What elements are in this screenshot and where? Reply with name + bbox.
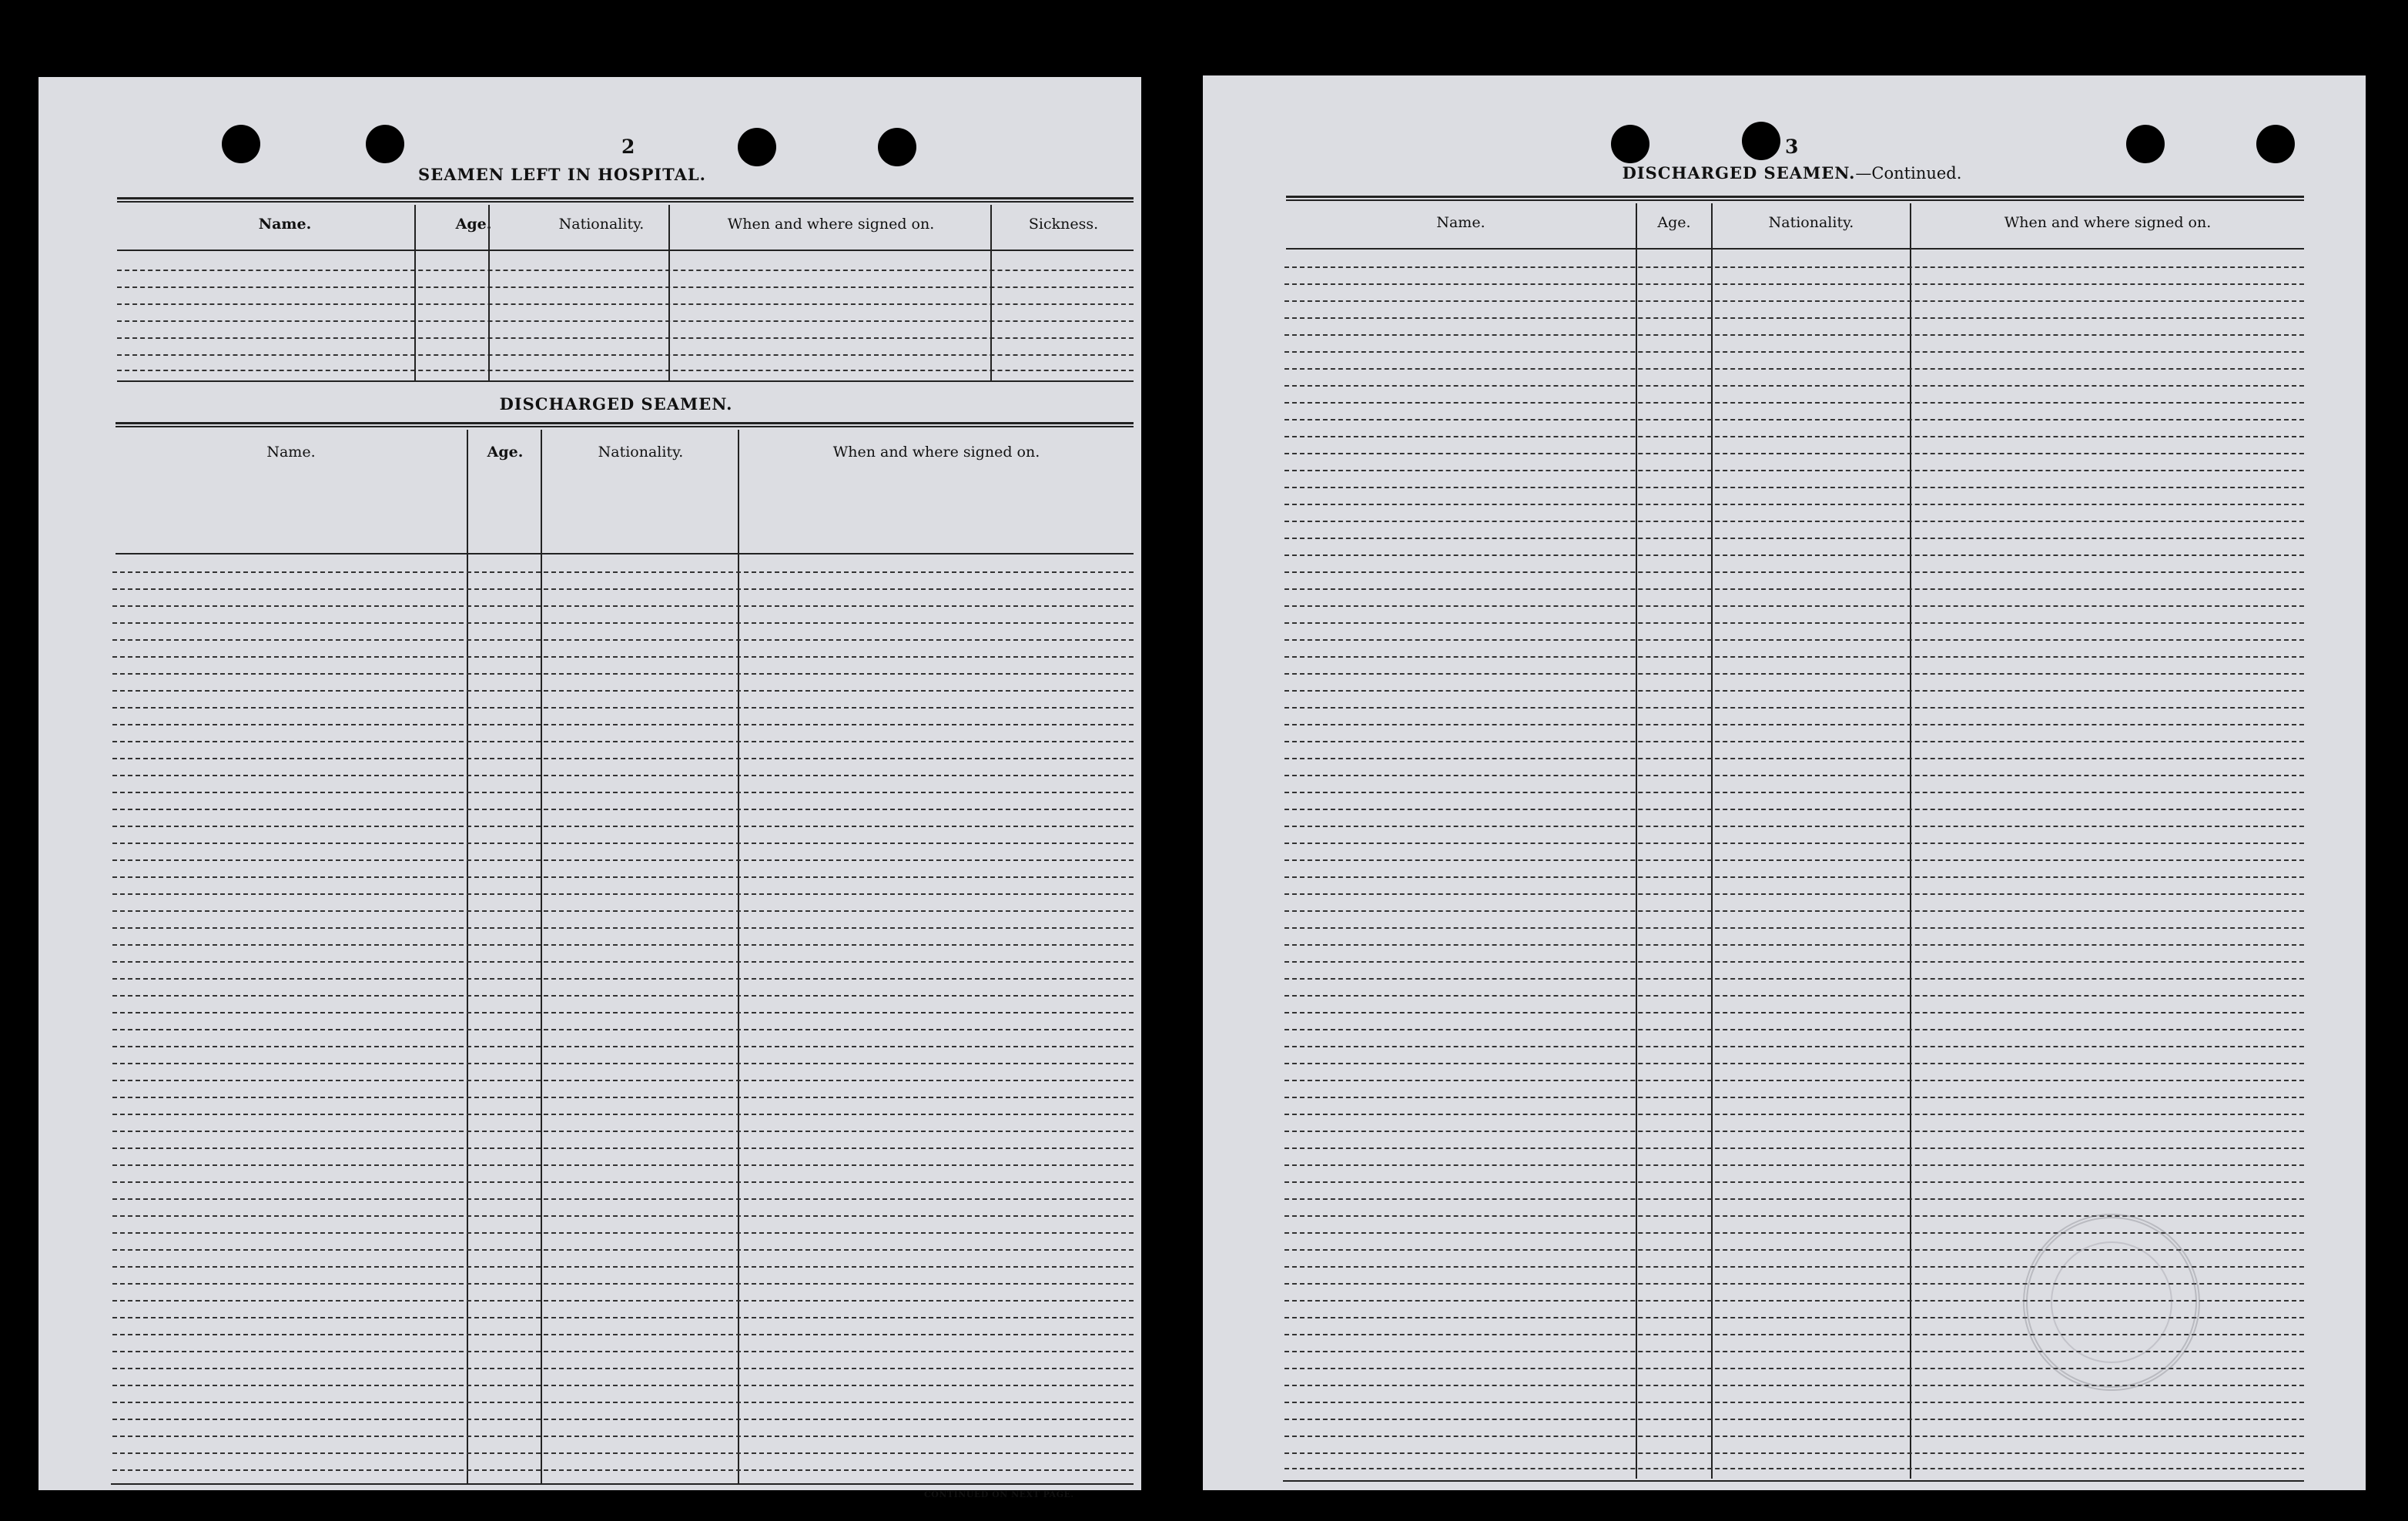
table-row	[112, 1249, 1134, 1251]
table-row	[112, 995, 1134, 997]
table-row	[1284, 1097, 2304, 1098]
table-row	[1284, 961, 2304, 963]
table-row	[1284, 758, 2304, 759]
table-row	[112, 758, 1134, 759]
table-row	[117, 370, 1134, 371]
column-header-nationality: Nationality.	[1768, 214, 1854, 231]
table-row	[1284, 724, 2304, 725]
section-title-suffix: —Continued.	[1855, 164, 1962, 183]
table-row	[112, 1097, 1134, 1098]
table-row	[112, 1131, 1134, 1132]
table-row	[112, 1164, 1134, 1166]
table-row	[1284, 1131, 2304, 1132]
table-row	[1284, 622, 2304, 624]
table-bottom-rule	[1283, 1480, 2304, 1482]
table-row	[112, 639, 1134, 641]
table-row	[112, 571, 1134, 573]
table-row	[1284, 368, 2304, 370]
right-page	[1203, 75, 2366, 1490]
table-row	[112, 673, 1134, 675]
stamp-inner-ring	[2051, 1241, 2172, 1363]
table-row	[1284, 1419, 2304, 1420]
table-row	[112, 1012, 1134, 1013]
table-row	[112, 724, 1134, 725]
table-row	[1284, 707, 2304, 709]
faded-stamp-seal	[2023, 1214, 2200, 1391]
table-row	[1284, 1181, 2304, 1183]
table-row	[112, 690, 1134, 692]
punch-hole	[222, 125, 260, 163]
column-header-age: Age.	[487, 444, 524, 461]
column-divider	[668, 205, 670, 380]
table-row	[112, 1452, 1134, 1454]
table-row	[112, 826, 1134, 827]
table-row	[1284, 978, 2304, 980]
table-row	[112, 1046, 1134, 1047]
table-row	[1284, 1012, 2304, 1013]
hospital-section-title: SEAMEN LEFT IN HOSPITAL.	[418, 165, 706, 184]
column-divider	[414, 205, 416, 380]
table-row	[1284, 538, 2304, 539]
table-row	[117, 320, 1134, 322]
table-row	[1284, 826, 2304, 827]
table-row	[112, 843, 1134, 844]
table-row	[112, 1114, 1134, 1115]
table-row	[1284, 283, 2304, 285]
table-row	[1284, 588, 2304, 590]
table-row	[112, 1198, 1134, 1200]
table-row	[112, 1266, 1134, 1268]
header-rule	[1286, 248, 2304, 250]
punch-hole	[366, 125, 404, 163]
table-row	[112, 944, 1134, 946]
table-row	[112, 1385, 1134, 1386]
table-row	[1284, 843, 2304, 844]
table-row	[117, 303, 1134, 305]
column-header-when-where: When and where signed on.	[2004, 214, 2212, 231]
table-row	[112, 1215, 1134, 1217]
table-row	[1284, 1063, 2304, 1064]
table-row	[112, 741, 1134, 742]
table-row	[1284, 436, 2304, 437]
table-row	[1284, 910, 2304, 912]
table-row	[1284, 521, 2304, 522]
punch-hole	[878, 128, 916, 166]
punch-hole	[1611, 125, 1649, 163]
column-header-sickness: Sickness.	[1028, 216, 1099, 233]
table-row	[1284, 1402, 2304, 1403]
table-row	[1284, 893, 2304, 895]
header-rule	[117, 250, 1134, 251]
punch-hole	[738, 128, 776, 166]
table-row	[1284, 876, 2304, 878]
table-row	[1284, 453, 2304, 454]
double-rule	[1286, 196, 2304, 201]
table-row	[112, 1368, 1134, 1369]
table-row	[1284, 266, 2304, 268]
table-row	[112, 1334, 1134, 1335]
table-row	[117, 354, 1134, 356]
table-row	[112, 1300, 1134, 1302]
table-row	[1284, 809, 2304, 810]
table-row	[1284, 504, 2304, 505]
table-row	[1284, 775, 2304, 776]
table-row	[1284, 927, 2304, 929]
table-row	[1284, 571, 2304, 573]
table-row	[112, 978, 1134, 980]
table-row	[1284, 334, 2304, 336]
table-row	[112, 876, 1134, 878]
table-row	[112, 622, 1134, 624]
table-row	[1284, 944, 2304, 946]
table-row	[112, 1147, 1134, 1149]
table-row	[112, 1063, 1134, 1064]
table-row	[112, 1181, 1134, 1183]
table-row	[1284, 995, 2304, 997]
table-row	[1284, 656, 2304, 658]
table-row	[112, 1080, 1134, 1081]
table-row	[1284, 1164, 2304, 1166]
column-header-when-where: When and where signed on.	[832, 444, 1040, 461]
column-divider	[990, 205, 992, 380]
table-row	[112, 792, 1134, 793]
table-row	[112, 1436, 1134, 1437]
table-row	[1284, 1080, 2304, 1081]
section-title: DISCHARGED SEAMEN.	[1622, 163, 1856, 183]
table-row	[1284, 351, 2304, 353]
table-row	[1284, 792, 2304, 793]
punch-hole	[2126, 125, 2165, 163]
table-row	[1284, 554, 2304, 556]
column-header-name: Name.	[266, 444, 316, 461]
page-number: 3	[1785, 136, 1799, 158]
column-divider	[1910, 203, 1911, 1479]
table-row	[112, 910, 1134, 912]
table-row	[112, 1351, 1134, 1352]
table-row	[1284, 741, 2304, 742]
table-row	[117, 337, 1134, 339]
column-header-nationality: Nationality.	[558, 216, 645, 233]
table-row	[112, 1232, 1134, 1234]
table-row	[1284, 470, 2304, 471]
table-row	[1284, 1452, 2304, 1454]
column-divider	[488, 205, 490, 380]
table-row	[112, 927, 1134, 929]
table-row	[112, 859, 1134, 861]
table-row	[112, 775, 1134, 776]
table-row	[112, 1469, 1134, 1471]
column-divider	[1636, 203, 1637, 1479]
table-row	[1284, 1385, 2304, 1386]
column-header-age: Age.	[455, 216, 492, 233]
left-page	[39, 77, 1141, 1499]
column-header-name: Name.	[1436, 214, 1485, 231]
table-row	[112, 1029, 1134, 1030]
table-row	[1284, 639, 2304, 641]
table-row	[1284, 487, 2304, 488]
table-row	[112, 656, 1134, 658]
table-row	[1284, 317, 2304, 319]
table-row	[1284, 1198, 2304, 1200]
table-row	[1284, 419, 2304, 420]
table-row	[1284, 690, 2304, 692]
column-header-age: Age.	[1657, 214, 1691, 231]
column-header-when-where: When and where signed on.	[727, 216, 935, 233]
table-row	[1284, 1114, 2304, 1115]
table-bottom-rule	[111, 1483, 1134, 1485]
table-row	[112, 893, 1134, 895]
table-row	[1284, 605, 2304, 607]
header-rule	[116, 553, 1134, 554]
table-row	[117, 286, 1134, 288]
discharged-continued-title	[1596, 163, 1988, 183]
table-row	[112, 1419, 1134, 1420]
table-row	[1284, 402, 2304, 404]
discharged-section-title: DISCHARGED SEAMEN.	[499, 394, 733, 414]
column-header-name: Name.	[258, 216, 312, 233]
table-row	[112, 809, 1134, 810]
double-rule	[117, 197, 1134, 203]
table-row	[1284, 1215, 2304, 1217]
table-row	[1284, 1468, 2304, 1469]
table-row	[1284, 385, 2304, 387]
table-row	[1284, 300, 2304, 302]
table-row	[112, 1283, 1134, 1285]
column-divider	[1711, 203, 1713, 1479]
table-row	[112, 605, 1134, 607]
table-row	[1284, 1147, 2304, 1149]
continued-note: CONTINUED ON NEXT PAGE.	[924, 1489, 1074, 1499]
table-row	[1284, 1436, 2304, 1437]
section-rule	[117, 380, 1134, 382]
table-row	[1284, 673, 2304, 675]
double-rule	[116, 422, 1134, 427]
table-row	[112, 707, 1134, 709]
table-row	[112, 1317, 1134, 1318]
punch-hole	[1742, 122, 1780, 160]
table-row	[1284, 1029, 2304, 1030]
table-row	[117, 270, 1134, 271]
table-row	[112, 1402, 1134, 1403]
column-header-nationality: Nationality.	[598, 444, 684, 461]
table-row	[112, 588, 1134, 590]
table-row	[1284, 859, 2304, 861]
table-row	[112, 961, 1134, 963]
table-row	[1284, 1046, 2304, 1047]
page-number: 2	[621, 136, 635, 158]
punch-hole	[2256, 125, 2295, 163]
